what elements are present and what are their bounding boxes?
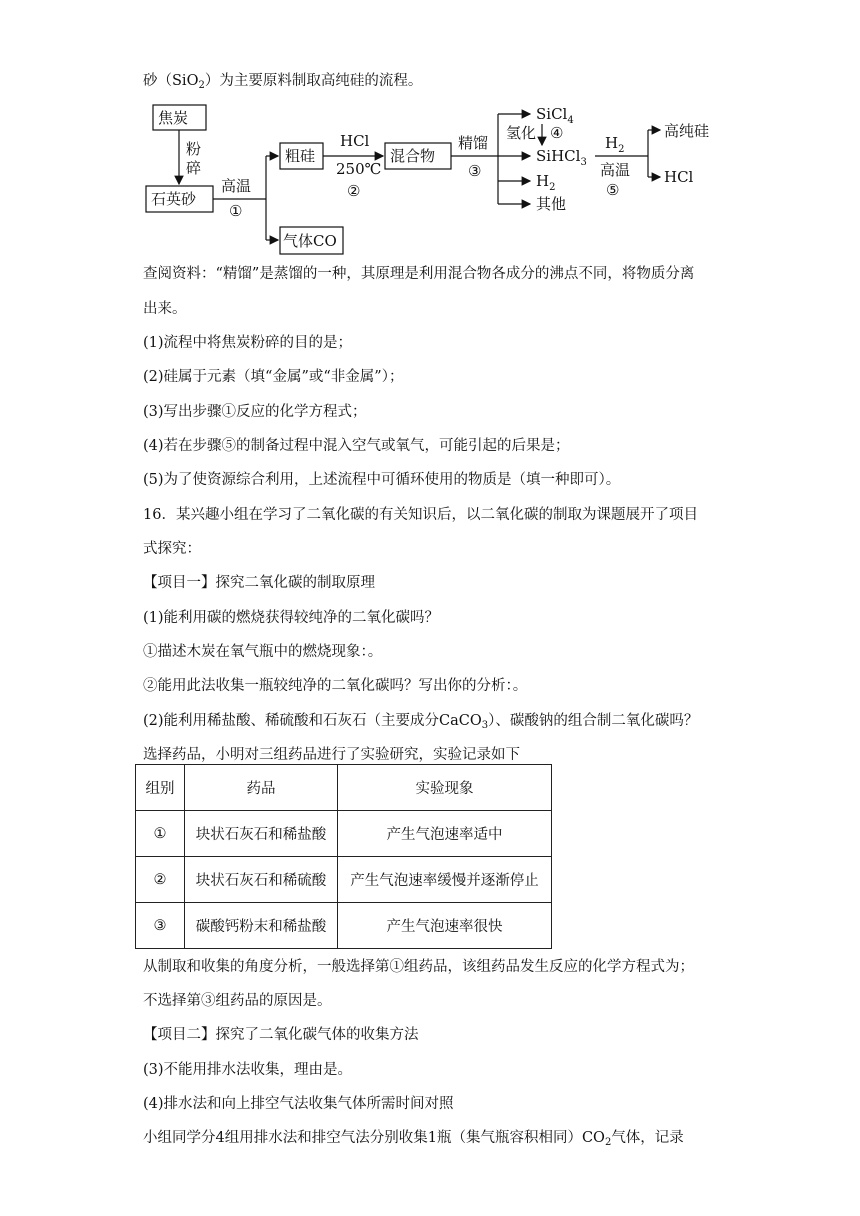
coke-label: 焦炭 — [158, 109, 189, 127]
sub-question-4: (4)排水法和向上排空气法收集气体所需时间对照 — [143, 1096, 454, 1112]
cell-phenomenon: 产生气泡速率缓慢并逐渐停止 — [338, 857, 552, 903]
project-1-heading: 【项目一】探究二氧化碳的制取原理 — [143, 575, 375, 591]
step3-label: ③ — [468, 162, 482, 180]
question-2: (2)硅属于元素（填“金属”或“非金属”）； — [143, 369, 404, 385]
temp250-label: 250℃ — [336, 160, 382, 178]
sub-question-1b: ②能用此法收集一瓶较纯净的二氧化碳吗？写出你的分析：。 — [143, 678, 528, 694]
sub-question-3: (3)不能用排水法收集，理由是。 — [143, 1062, 353, 1078]
cell-reagent: 块状石灰石和稀硫酸 — [185, 857, 338, 903]
project-2-heading: 【项目二】探究了二氧化碳气体的收集方法 — [143, 1027, 419, 1043]
last-line-pre: 小组同学分4组用排水法和排空气法分别收集1瓶（集气瓶容积相同）CO — [143, 1130, 605, 1146]
problem-16-line-1: 16．某兴趣小组在学习了二氧化碳的有关知识后，以二氧化碳的制取为课题展开了项目 — [143, 507, 698, 523]
question-4: (4)若在步骤⑤的制备过程中混入空气或氧气，可能引起的后果是； — [143, 438, 570, 454]
sihcl3-label: SiHCl$_3$ — [536, 147, 587, 168]
sicl4-label: SiCl$_4$ — [536, 105, 574, 126]
mixture-label: 混合物 — [390, 147, 436, 165]
high-purity-si-label: 高纯硅 — [664, 122, 710, 140]
cell-reagent: 碳酸钙粉末和稀盐酸 — [185, 903, 338, 949]
table-header-row — [136, 765, 552, 811]
table-row — [136, 857, 552, 903]
last-line-post: 气体，记录 — [611, 1130, 684, 1146]
header-reagent: 药品 — [185, 765, 338, 811]
intro-post: ）为主要原料制取高纯硅的流程。 — [204, 73, 423, 89]
intro-pre: 砂（SiO — [143, 73, 199, 89]
question-3: (3)写出步骤①反应的化学方程式； — [143, 404, 367, 420]
info-line-2: 出来。 — [143, 301, 187, 317]
cell-group: ① — [136, 811, 185, 857]
analysis-line-2: 不选择第③组药品的原因是。 — [143, 993, 332, 1009]
sub-question-1a: ①描述木炭在氧气瓶中的燃烧现象：。 — [143, 644, 383, 660]
intro-line — [143, 71, 422, 96]
cell-group: ③ — [136, 903, 185, 949]
cell-phenomenon: 产生气泡速率很快 — [338, 903, 552, 949]
sub-question-2 — [143, 711, 698, 736]
step4-label: ④ — [550, 124, 564, 142]
sub-question-1: (1)能利用碳的燃烧获得较纯净的二氧化碳吗？ — [143, 610, 440, 626]
question-1: (1)流程中将焦炭粉碎的目的是； — [143, 335, 353, 351]
step5-label: ⑤ — [606, 181, 620, 199]
step2-label: ② — [347, 182, 361, 200]
high-temp-label: 高温 — [221, 177, 252, 195]
crude-si-label: 粗硅 — [285, 147, 316, 165]
h2-label: $H_2$ — [536, 172, 556, 193]
header-phenomenon: 实验现象 — [338, 765, 552, 811]
cell-reagent: 块状石灰石和稀盐酸 — [185, 811, 338, 857]
intro-sub: 2 — [198, 80, 205, 91]
hcl-label: HCl — [340, 132, 370, 150]
hydrogenation-label: 氢化 — [506, 124, 537, 142]
table-row — [136, 903, 552, 949]
sub-question-2b: 选择药品，小明对三组药品进行了实验研究，实验记录如下 — [143, 747, 520, 763]
crush-label-2: 碎 — [186, 159, 202, 177]
table-row — [136, 811, 552, 857]
h2-top-label: $H_2$ — [605, 134, 625, 155]
analysis-line-1: 从制取和收集的角度分析，一般选择第①组药品，该组药品发生反应的化学方程式为； — [143, 959, 694, 975]
sub-question-2-sub: 3 — [481, 720, 489, 731]
high-temp2-label: 高温 — [600, 161, 631, 179]
problem-16-line-2: 式探究： — [143, 541, 201, 557]
cell-phenomenon: 产生气泡速率适中 — [338, 811, 552, 857]
others-label: 其他 — [536, 195, 567, 213]
header-group: 组别 — [136, 765, 185, 811]
cell-group: ② — [136, 857, 185, 903]
process-flow-diagram — [140, 96, 730, 258]
sub-question-2-pre: (2)能利用稀盐酸、稀硫酸和石灰石（主要成分CaCO — [143, 713, 482, 729]
step1-label: ① — [229, 202, 243, 220]
distill-label: 精馏 — [458, 134, 489, 152]
info-line-1: 查阅资料：“精馏”是蒸馏的一种，其原理是利用混合物各成分的沸点不同，将物质分离 — [143, 266, 695, 282]
question-5: (5)为了使资源综合利用，上述流程中可循环使用的物质是（填一种即可）。 — [143, 472, 621, 488]
hcl-out-label: HCl — [664, 168, 694, 186]
last-line-sub: 2 — [604, 1137, 612, 1148]
experiment-table — [135, 764, 552, 949]
crush-label-1: 粉 — [186, 140, 202, 158]
last-line — [143, 1128, 684, 1153]
sub-question-2-post: ）、碳酸钠的组合制二氧化碳吗？ — [488, 713, 699, 729]
quartz-label: 石英砂 — [151, 190, 197, 208]
gas-co-label: 气体CO — [283, 232, 337, 250]
